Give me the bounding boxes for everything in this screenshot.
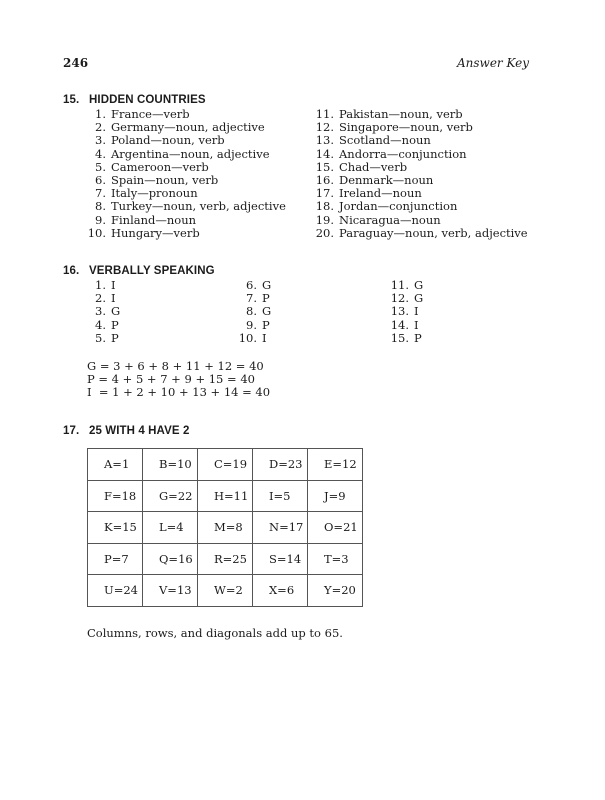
item-number: 15. [390, 330, 409, 345]
list-item [390, 332, 423, 345]
item-text: G [414, 278, 424, 292]
item-number: 3. [95, 133, 106, 148]
item-text: I [414, 304, 419, 319]
list-item [238, 332, 271, 345]
grid-cell: M=8 [198, 512, 253, 544]
grid-cell: D=23 [253, 449, 308, 481]
grid-cell: G=22 [143, 480, 198, 512]
item-number: 7. [95, 186, 106, 201]
item-number: 13. [315, 133, 334, 148]
grid-cell: S=14 [253, 543, 308, 575]
item-number: 9. [95, 212, 106, 227]
item-number: 19. [315, 212, 334, 227]
item-text: Denmark—noun [339, 173, 434, 188]
item-text: G [262, 304, 272, 319]
magic-square-note: Columns, rows, and diagonals add up to 65. [87, 626, 343, 640]
item-number: 14. [390, 317, 409, 332]
sum-p: P = 4 + 5 + 7 + 9 + 15 = 40 [87, 372, 255, 387]
item-text: Nicaragua—noun [339, 212, 441, 227]
item-text: I [111, 291, 116, 306]
item-text: P [262, 317, 270, 332]
grid-cell: J=9 [308, 480, 363, 512]
item-number: 4. [95, 146, 106, 161]
item-text: G [414, 291, 424, 306]
item-text: Hungary—verb [111, 225, 200, 240]
item-text: G [262, 278, 272, 292]
item-number: 11. [315, 107, 334, 121]
hidden-countries-list-left [87, 108, 286, 240]
grid-cell: O=21 [308, 512, 363, 544]
grid-cell: B=10 [143, 449, 198, 481]
magic-square-table [87, 448, 363, 607]
item-text: Jordan—conjunction [339, 199, 458, 214]
grid-cell: U=24 [88, 575, 143, 607]
item-number: 3. [95, 304, 106, 319]
item-number: 7. [246, 291, 257, 306]
grid-cell: I=5 [253, 480, 308, 512]
item-text: Ireland—noun [339, 186, 422, 201]
item-number: 6. [246, 278, 257, 292]
item-text: Andorra—conjunction [339, 146, 467, 161]
grid-cell: F=18 [88, 480, 143, 512]
item-number: 5. [95, 330, 106, 345]
grid-cell: W=2 [198, 575, 253, 607]
section-title: HIDDEN COUNTRIES [89, 94, 206, 106]
item-text: Germany—noun, adjective [111, 120, 265, 135]
table-row [88, 575, 363, 607]
grid-cell: N=17 [253, 512, 308, 544]
item-number: 17. [315, 186, 334, 201]
item-text: P [262, 291, 270, 306]
item-text: P [414, 330, 422, 345]
table-row [88, 512, 363, 544]
item-number: 2. [95, 291, 106, 306]
list-item [87, 227, 286, 240]
item-text: Singapore—noun, verb [339, 120, 473, 135]
verbally-speaking-col-1 [87, 279, 120, 345]
item-number: 9. [246, 317, 257, 332]
item-number: 1. [95, 278, 106, 292]
item-number: 1. [95, 107, 106, 121]
item-text: I [414, 317, 419, 332]
item-text: Scotland—noun [339, 133, 431, 148]
item-text: Italy—pronoun [111, 186, 198, 201]
section-number: 15. [63, 94, 80, 106]
item-text: Argentina—noun, adjective [111, 146, 270, 161]
verbally-speaking-col-2 [238, 279, 271, 345]
item-text: Spain—noun, verb [111, 173, 219, 188]
item-number: 8. [95, 199, 106, 214]
grid-cell: R=25 [198, 543, 253, 575]
grid-cell: A=1 [88, 449, 143, 481]
item-text: P [111, 317, 119, 332]
table-row [88, 449, 363, 481]
item-number: 4. [95, 317, 106, 332]
grid-cell: Y=20 [308, 575, 363, 607]
item-text: Poland—noun, verb [111, 133, 225, 148]
sum-i: I = 1 + 2 + 10 + 13 + 14 = 40 [87, 385, 271, 400]
item-number: 5. [95, 159, 106, 174]
section-title: VERBALLY SPEAKING [89, 265, 215, 277]
item-number: 20. [315, 225, 334, 240]
list-item [315, 227, 528, 240]
section-16-heading [63, 265, 215, 277]
item-text: Paraguay—noun, verb, adjective [339, 225, 528, 240]
item-number: 14. [315, 146, 334, 161]
grid-cell: C=19 [198, 449, 253, 481]
grid-cell: Q=16 [143, 543, 198, 575]
item-text: Cameroon—verb [111, 159, 209, 174]
sum-equations [87, 360, 270, 400]
grid-cell: P=7 [88, 543, 143, 575]
item-text: P [111, 330, 119, 345]
item-number: 6. [95, 173, 106, 188]
item-text: Turkey—noun, verb, adjective [111, 199, 286, 214]
grid-cell: L=4 [143, 512, 198, 544]
list-item [87, 332, 120, 345]
section-number: 17. [63, 425, 80, 437]
page-number: 246 [63, 56, 89, 70]
section-title: 25 WITH 4 HAVE 2 [89, 425, 190, 437]
item-number: 10. [87, 225, 106, 240]
grid-cell: X=6 [253, 575, 308, 607]
item-number: 18. [315, 199, 334, 214]
running-head: Answer Key [457, 56, 529, 70]
item-text: France—verb [111, 107, 190, 121]
grid-cell: T=3 [308, 543, 363, 575]
verbally-speaking-col-3 [390, 279, 423, 345]
item-number: 8. [246, 304, 257, 319]
item-text: I [262, 330, 267, 345]
grid-cell: K=15 [88, 512, 143, 544]
item-text: Pakistan—noun, verb [339, 107, 463, 121]
table-row [88, 543, 363, 575]
section-15-heading [63, 94, 206, 106]
item-text: I [111, 278, 116, 292]
section-number: 16. [63, 265, 80, 277]
section-17-heading [63, 425, 189, 437]
hidden-countries-list-right [315, 108, 528, 240]
item-number: 2. [95, 120, 106, 135]
sum-g: G = 3 + 6 + 8 + 11 + 12 = 40 [87, 359, 264, 373]
item-number: 16. [315, 173, 334, 188]
item-number: 10. [238, 330, 257, 345]
item-number: 13. [390, 304, 409, 319]
grid-cell: H=11 [198, 480, 253, 512]
table-row [88, 480, 363, 512]
grid-cell: E=12 [308, 449, 363, 481]
item-number: 12. [390, 291, 409, 306]
item-number: 15. [315, 159, 334, 174]
item-text: G [111, 304, 121, 319]
item-text: Finland—noun [111, 212, 197, 227]
grid-cell: V=13 [143, 575, 198, 607]
item-number: 11. [390, 278, 409, 292]
item-number: 12. [315, 120, 334, 135]
item-text: Chad—verb [339, 159, 408, 174]
